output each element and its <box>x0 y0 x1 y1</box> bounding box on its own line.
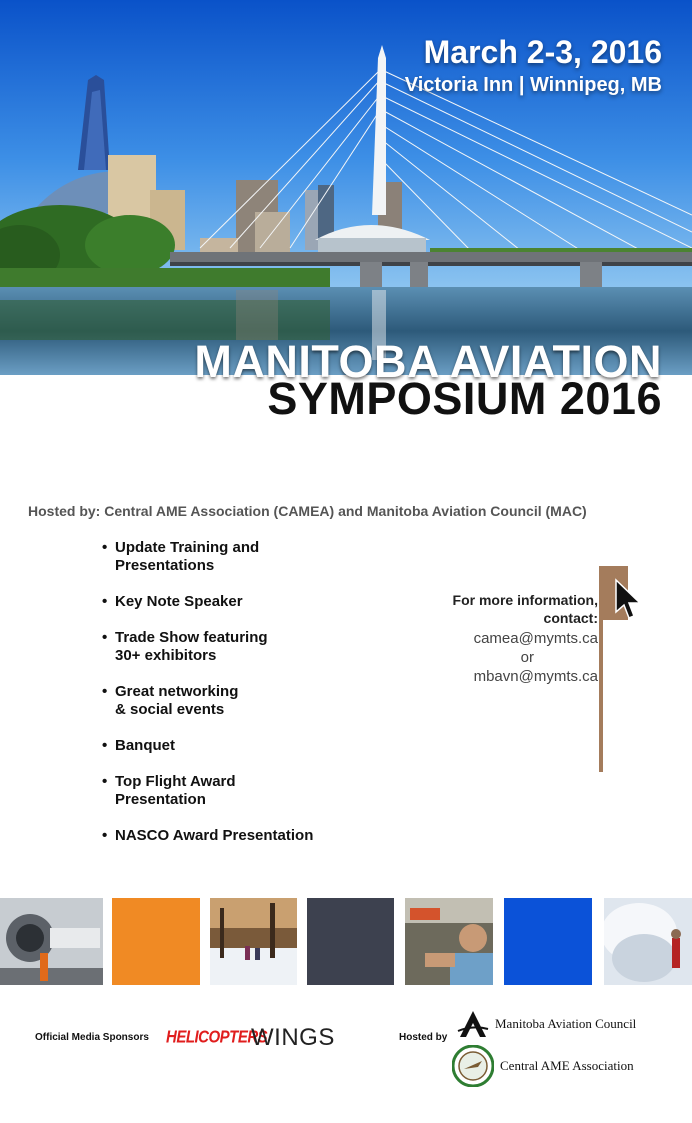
event-title-line2: SYMPOSIUM 2016 <box>267 373 662 424</box>
list-item: • Key Note Speaker <box>102 593 243 610</box>
dark-color-tile <box>307 898 394 985</box>
event-venue: Victoria Inn | Winnipeg, MB <box>404 74 662 96</box>
camea-logo-icon <box>452 1045 494 1087</box>
mouse-cursor-icon <box>614 578 642 624</box>
event-title-line1: MANITOBA AVIATION <box>194 336 662 387</box>
email-link-camea[interactable]: camea@mymts.ca <box>473 630 598 647</box>
photo-tile-mechanic <box>405 898 493 985</box>
list-item: • Great networking & social events <box>102 683 239 718</box>
contact-label-line1: For more information, <box>452 592 598 608</box>
contact-or: or <box>520 649 534 666</box>
hosted-by-label: Hosted by <box>399 1032 448 1043</box>
bullet-icon: • <box>102 827 108 844</box>
wings-logo: WINGS <box>251 1024 335 1051</box>
hosted-by-line: Hosted by: Central AME Association (CAMEA) and Manitoba Aviation Council (MAC) <box>28 503 587 519</box>
contact-label-line2: contact: <box>543 610 598 626</box>
list-item: • Banquet <box>102 737 175 754</box>
mac-logo-icon <box>456 1007 490 1041</box>
mac-name: Manitoba Aviation Council <box>495 1016 637 1031</box>
bullet-icon: • <box>102 737 108 754</box>
camea-name: Central AME Association <box>500 1058 634 1073</box>
media-sponsors-label: Official Media Sponsors <box>35 1032 149 1043</box>
contact-block <box>453 591 598 687</box>
feature-list <box>102 539 382 863</box>
bullet-icon: • <box>102 629 108 646</box>
bullet-icon: • <box>102 683 108 700</box>
list-item: • Top Flight Award Presentation <box>102 773 236 808</box>
bullet-icon: • <box>102 593 108 610</box>
photo-tile-hangar <box>0 898 103 985</box>
image-strip <box>0 898 692 985</box>
event-date: March 2-3, 2016 <box>423 34 662 70</box>
photo-tile-winter-park <box>210 898 297 985</box>
list-item: • Trade Show featuring 30+ exhibitors <box>102 629 268 664</box>
helicopters-logo: HELICOPTERS <box>166 1027 268 1048</box>
orange-color-tile <box>112 898 200 985</box>
blue-color-tile <box>504 898 592 985</box>
list-item: • Update Training and Presentations <box>102 539 260 574</box>
email-link-mbavn[interactable]: mbavn@mymts.ca <box>473 668 598 685</box>
photo-tile-snow-aircraft <box>604 898 692 985</box>
bullet-icon: • <box>102 539 108 556</box>
list-item: • NASCO Award Presentation <box>102 827 314 844</box>
bullet-icon: • <box>102 773 108 790</box>
